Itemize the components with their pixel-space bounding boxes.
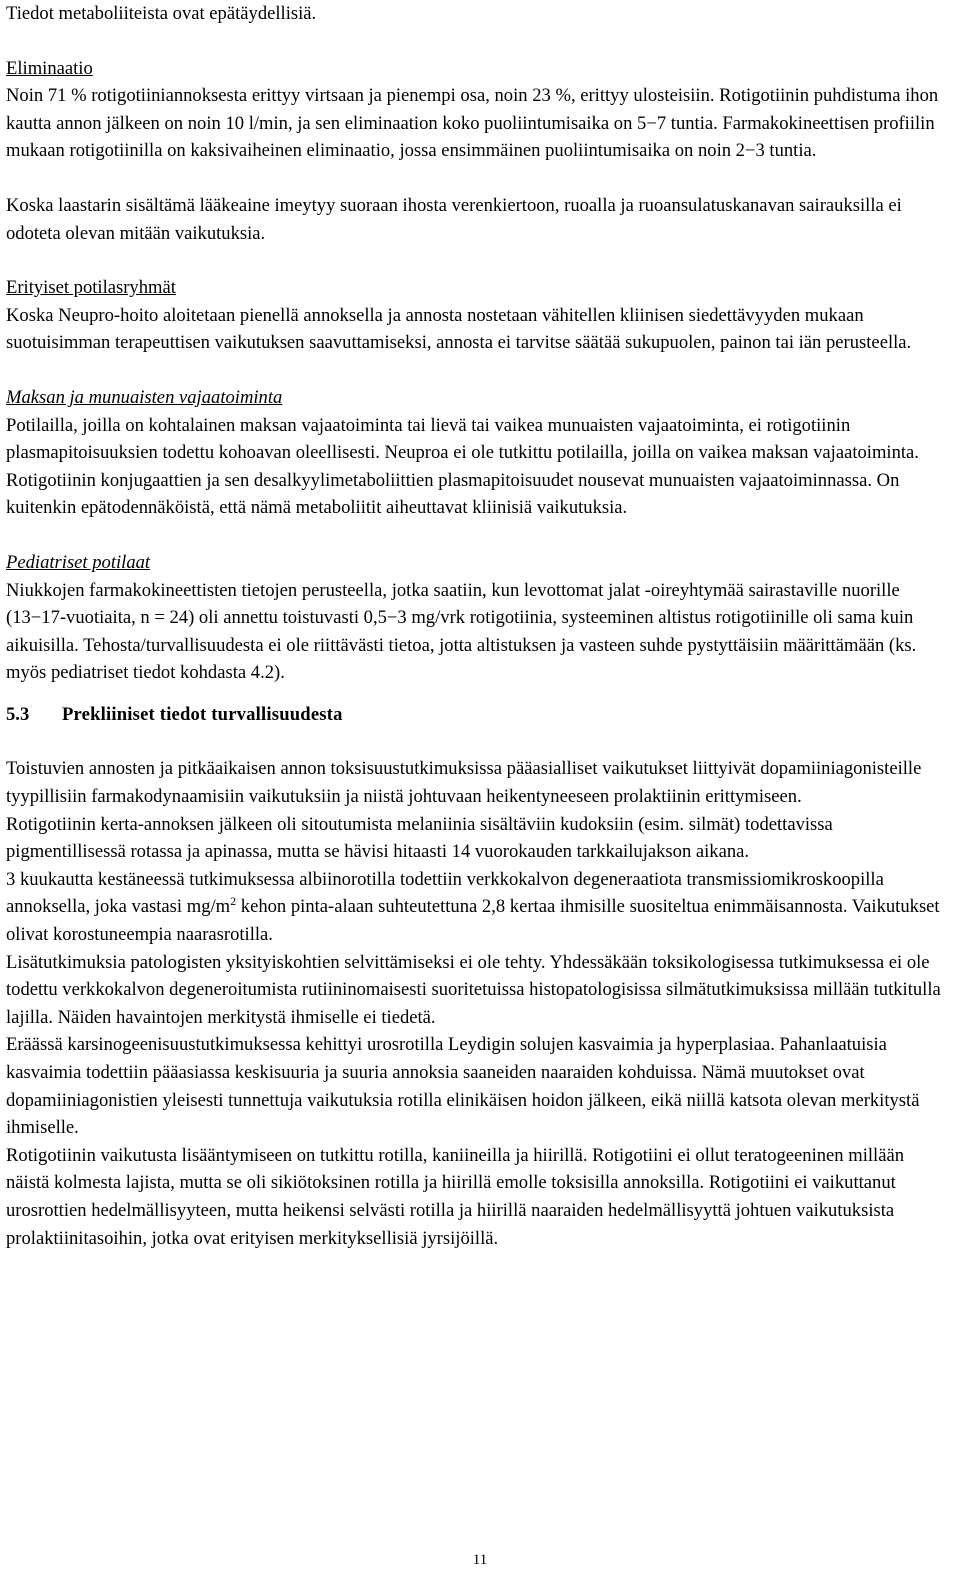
- hepatic-renal-heading: Maksan ja munuaisten vajaatoiminta: [6, 386, 283, 408]
- preclinical-paragraph-6: Rotigotiinin vaikutusta lisääntymiseen on tutkittu rotilla, kaniineilla ja hiirillä. Rotigotiini ei ollut teratogeeninen millään näistä kolmesta lajista, mutta se oli sikiötoksinen rotilla ja hiirillä emolle toksisilla annoksilla. Rotigotiini ei vaikuttanut urosrottien hedelmällisyyteen, mutta heikensi selvästi rotilla ja hiirillä naaraiden hedelmällisyyttä johtuen vaikutuksista prolaktiinitasoihin, jotka ovat erityisen merkityksellisiä jyrsijöillä.: [6, 1144, 905, 1249]
- superscript: 2: [230, 894, 237, 909]
- preclinical-paragraph-4: Lisätutkimuksia patologisten yksityiskohtien selvittämiseksi ei ole tehty. Yhdessäkään toksikologisessa tutkimuksessa ei ole todettu verkkokalvon degeneroitumista rutiininomaisesti suoritetuissa histopatologisissa silmätutkimuksissa millään tutkitulla lajilla. Näiden havaintojen merkitystä ihmiselle ei tiedetä.: [6, 951, 941, 1028]
- spacer: [6, 28, 951, 55]
- preclinical-paragraph-2: Rotigotiinin kerta-annoksen jälkeen oli sitoutumista melaniinia sisältäviin kudoksiin (esim. silmät) todettavissa pigmentillisessä rotassa ja apinassa, mutta se hävisi hitaasti 14 vuorokauden tarkkailujakson aikana.: [6, 813, 833, 863]
- document-page: [6, 0, 951, 1252]
- spacer: [6, 522, 951, 549]
- pediatric-heading: Pediatriset potilaat: [6, 551, 151, 573]
- special-groups-paragraph: Koska Neupro-hoito aloitetaan pienellä annoksella ja annosta nostetaan vähitellen kliinisen siedettävyyden mukaan suotuisimman terapeuttisen vaikutuksen saavuttamiseksi, annosta ei tarvitse säätää sukupuolen, painon tai iän perusteella.: [6, 304, 912, 354]
- hepatic-renal-paragraph-2: Rotigotiinin konjugaattien ja sen desalkyylimetaboliittien plasmapitoisuudet nousevat munuaisten vajaatoiminnassa. On kuitenkin epätodennäköistä, että nämä metaboliitit aiheuttavat kliinisiä vaikutuksia.: [6, 469, 900, 519]
- preclinical-paragraph-3: [6, 866, 951, 949]
- elimination-paragraph-1: Noin 71 % rotigotiiniannoksesta erittyy virtsaan ja pienempi osa, noin 23 %, erittyy ulosteisiin. Rotigotiinin puhdistuma ihon kautta annon jälkeen on noin 10 l/min, ja sen eliminaation koko puoliintumisaika on 5−7 tuntia. Farmakokineettisen profiilin mukaan rotigotiinilla on kaksivaiheinen eliminaatio, jossa ensimmäinen puoliintumisaika on noin 2−3 tuntia.: [6, 85, 939, 162]
- special-groups-heading: Erityiset potilasryhmät: [6, 277, 176, 299]
- elimination-paragraph-2: Koska laastarin sisältämä lääkeaine imeytyy suoraan ihosta verenkiertoon, ruoalla ja ruoansulatuskanavan sairauksilla ei odoteta olevan mitään vaikutuksia.: [6, 194, 902, 244]
- section-heading: [6, 701, 951, 729]
- preclinical-paragraph-1: Toistuvien annosten ja pitkäaikaisen annon toksisuustutkimuksissa pääasialliset vaikutukset liittyivät dopamiiniagonisteille tyypillisiin farmakodynaamisiin vaikutuksiin ja niistä johtuvaan heikentyneeseen prolaktiinin erittymiseen.: [6, 758, 922, 808]
- spacer: [6, 357, 951, 384]
- section-title: Prekliiniset tiedot turvallisuudesta: [62, 703, 343, 725]
- section-number: 5.3: [6, 703, 30, 725]
- spacer: [6, 728, 951, 755]
- spacer: [6, 165, 951, 192]
- preclinical-paragraph-3-start: 3 kuukautta kestäneessä tutkimuksessa albiinorotilla todettiin verkkokalvon degeneraatiota transmissiomikroskoopilla annoksella, joka vastasi mg/m: [6, 868, 884, 918]
- pediatric-paragraph: Niukkojen farmakokineettisten tietojen perusteella, jotka saatiin, kun levottomat jalat -oireyhtymää sairastaville nuorille (13−17-vuotiaita, n = 24) oli annettu toistuvasti 0,5−3 mg/vrk rotigotiinia, systeeminen altistus rotigotiinille oli sama kuin aikuisilla. Tehosta/turvallisuudesta ei ole riittävästi tietoa, jotta altistuksen ja vasteen suhde pystyttäisiin määrittämään (ks. myös pediatriset tiedot kohdasta 4.2).: [6, 579, 917, 684]
- intro-text: Tiedot metaboliiteista ovat epätäydellisiä.: [6, 3, 317, 24]
- page-number: 11: [472, 1552, 488, 1568]
- elimination-heading: Eliminaatio: [6, 57, 93, 79]
- preclinical-paragraph-3-end: kehon pinta-alaan suhteutettuna 2,8 kertaa ihmisille suositeltua enimmäisannosta. Vaikutukset olivat korostuneempia naarasrotilla.: [6, 896, 940, 946]
- preclinical-paragraph-5: Eräässä karsinogeenisuustutkimuksessa kehittyi urosrotilla Leydigin solujen kasvaimia ja hyperplasiaa. Pahanlaatuisia kasvaimia todettiin pääasiassa keskisuuria ja suuria annoksia saaneiden naaraiden kohduissa. Nämä muutokset ovat dopamiiniagonistien yleisesti tunnettuja vaikutuksia rotilla elinikäisen hoidon jälkeen, eikä niillä katsota olevan merkitystä ihmiselle.: [6, 1034, 920, 1139]
- hepatic-renal-paragraph-1: Potilailla, joilla on kohtalainen maksan vajaatoiminta tai lievä tai vaikea munuaisten vajaatoiminta, ei rotigotiinin plasmapitoisuuksien todettu kohoavan oleellisesti. Neuproa ei ole tutkittu potilailla, joilla on vaikea maksan vajaatoiminta.: [6, 414, 919, 464]
- spacer: [6, 247, 951, 274]
